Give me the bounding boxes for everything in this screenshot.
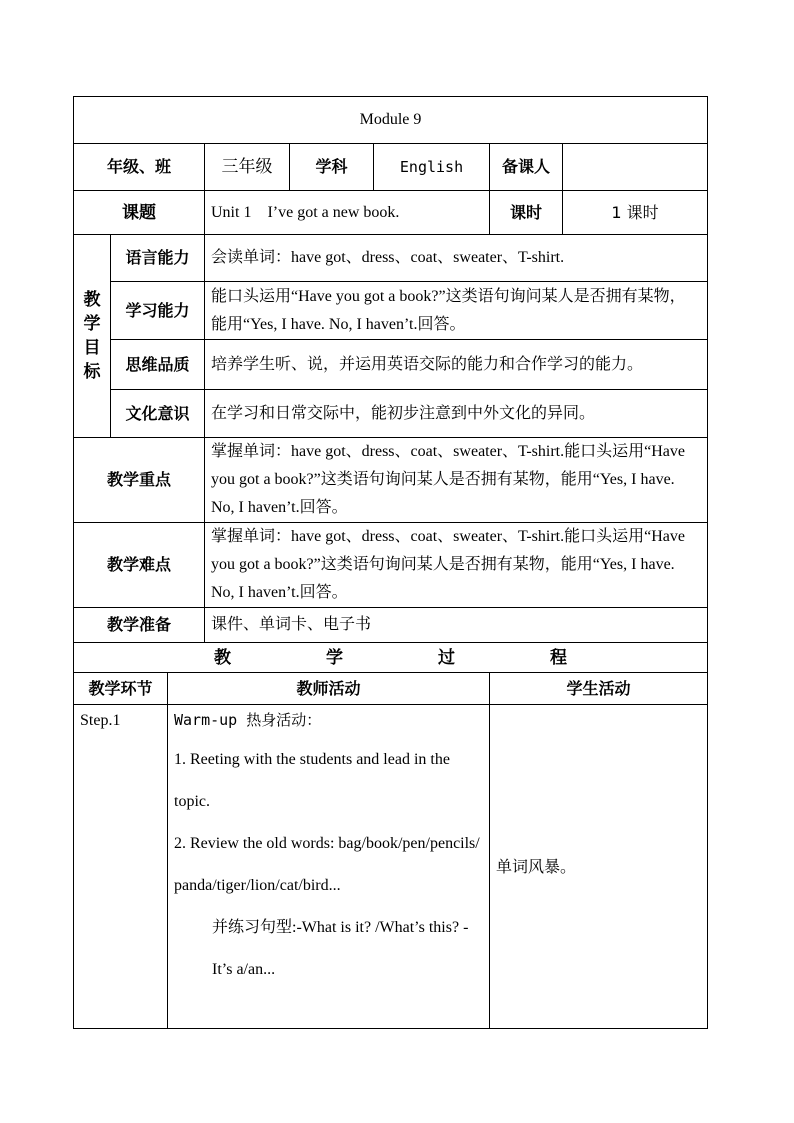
- teacher-activity: [168, 705, 490, 1029]
- difficulties-label: 教学难点: [74, 523, 205, 608]
- grade-label: 年级、班: [74, 144, 205, 191]
- key-points-text: 掌握单词：have got、dress、coat、sweater、T-shirt.能口头运用“Have you got a book?”这类语句询问某人是否拥有某物，能用“Yes, I have. No, I haven’t.回答。: [205, 438, 708, 523]
- hours-label: 课时: [490, 191, 563, 235]
- hours-value: 1 课时: [563, 191, 708, 235]
- col-header-teacher: 教师活动: [168, 673, 490, 705]
- col-header-step: 教学环节: [74, 673, 168, 705]
- teacher-line-1: 1. Reeting with the students and lead in the topic.: [174, 751, 450, 810]
- lesson-plan-table: [73, 96, 708, 1029]
- table-row: [74, 705, 708, 1029]
- grade-value: 三年级: [205, 144, 290, 191]
- objective-text-language: 会读单词：have got、dress、coat、sweater、T-shirt.: [205, 235, 708, 282]
- teacher-line-3: 并练习句型:-What is it? /What’s this? -It’s a/an...: [212, 919, 469, 978]
- objectives-group-label: 教 学 目 标: [74, 235, 111, 438]
- objective-text-thinking: 培养学生听、说，并运用英语交际的能力和合作学习的能力。: [205, 340, 708, 390]
- student-activity: 单词风暴。: [490, 705, 708, 1029]
- preparation-text: 课件、单词卡、电子书: [205, 608, 708, 643]
- objective-label-language: 语言能力: [111, 235, 205, 282]
- difficulties-text: 掌握单词：have got、dress、coat、sweater、T-shirt.能口头运用“Have you got a book?”这类语句询问某人是否拥有某物，能用“Yes, I have. No, I haven’t.回答。: [205, 523, 708, 608]
- key-points-label: 教学重点: [74, 438, 205, 523]
- objective-label-thinking: 思维品质: [111, 340, 205, 390]
- objective-label-learning: 学习能力: [111, 282, 205, 340]
- lesson-plan-sheet: [73, 96, 707, 1030]
- objective-text-learning: 能口头运用“Have you got a book?”这类语句询问某人是否拥有某物，能用“Yes, I have. No, I haven’t.回答。: [205, 282, 708, 340]
- topic-value: Unit 1 I’ve got a new book.: [205, 191, 490, 235]
- topic-label: 课题: [74, 191, 205, 235]
- subject-label: 学科: [290, 144, 374, 191]
- preparation-label: 教学准备: [74, 608, 205, 643]
- module-title: Module 9: [74, 97, 708, 144]
- preparer-value: [563, 144, 708, 191]
- preparer-label: 备课人: [490, 144, 563, 191]
- objective-label-culture: 文化意识: [111, 390, 205, 438]
- process-heading: 教 学 过 程: [74, 643, 708, 673]
- objective-text-culture: 在学习和日常交际中，能初步注意到中外文化的异同。: [205, 390, 708, 438]
- warmup-line: Warm-up 热身活动：: [174, 711, 322, 729]
- step-label: Step.1: [74, 705, 168, 1029]
- teacher-line-2: 2. Review the old words: bag/book/pen/pencils/panda/tiger/lion/cat/bird...: [174, 835, 480, 894]
- col-header-student: 学生活动: [490, 673, 708, 705]
- subject-value: English: [374, 144, 490, 191]
